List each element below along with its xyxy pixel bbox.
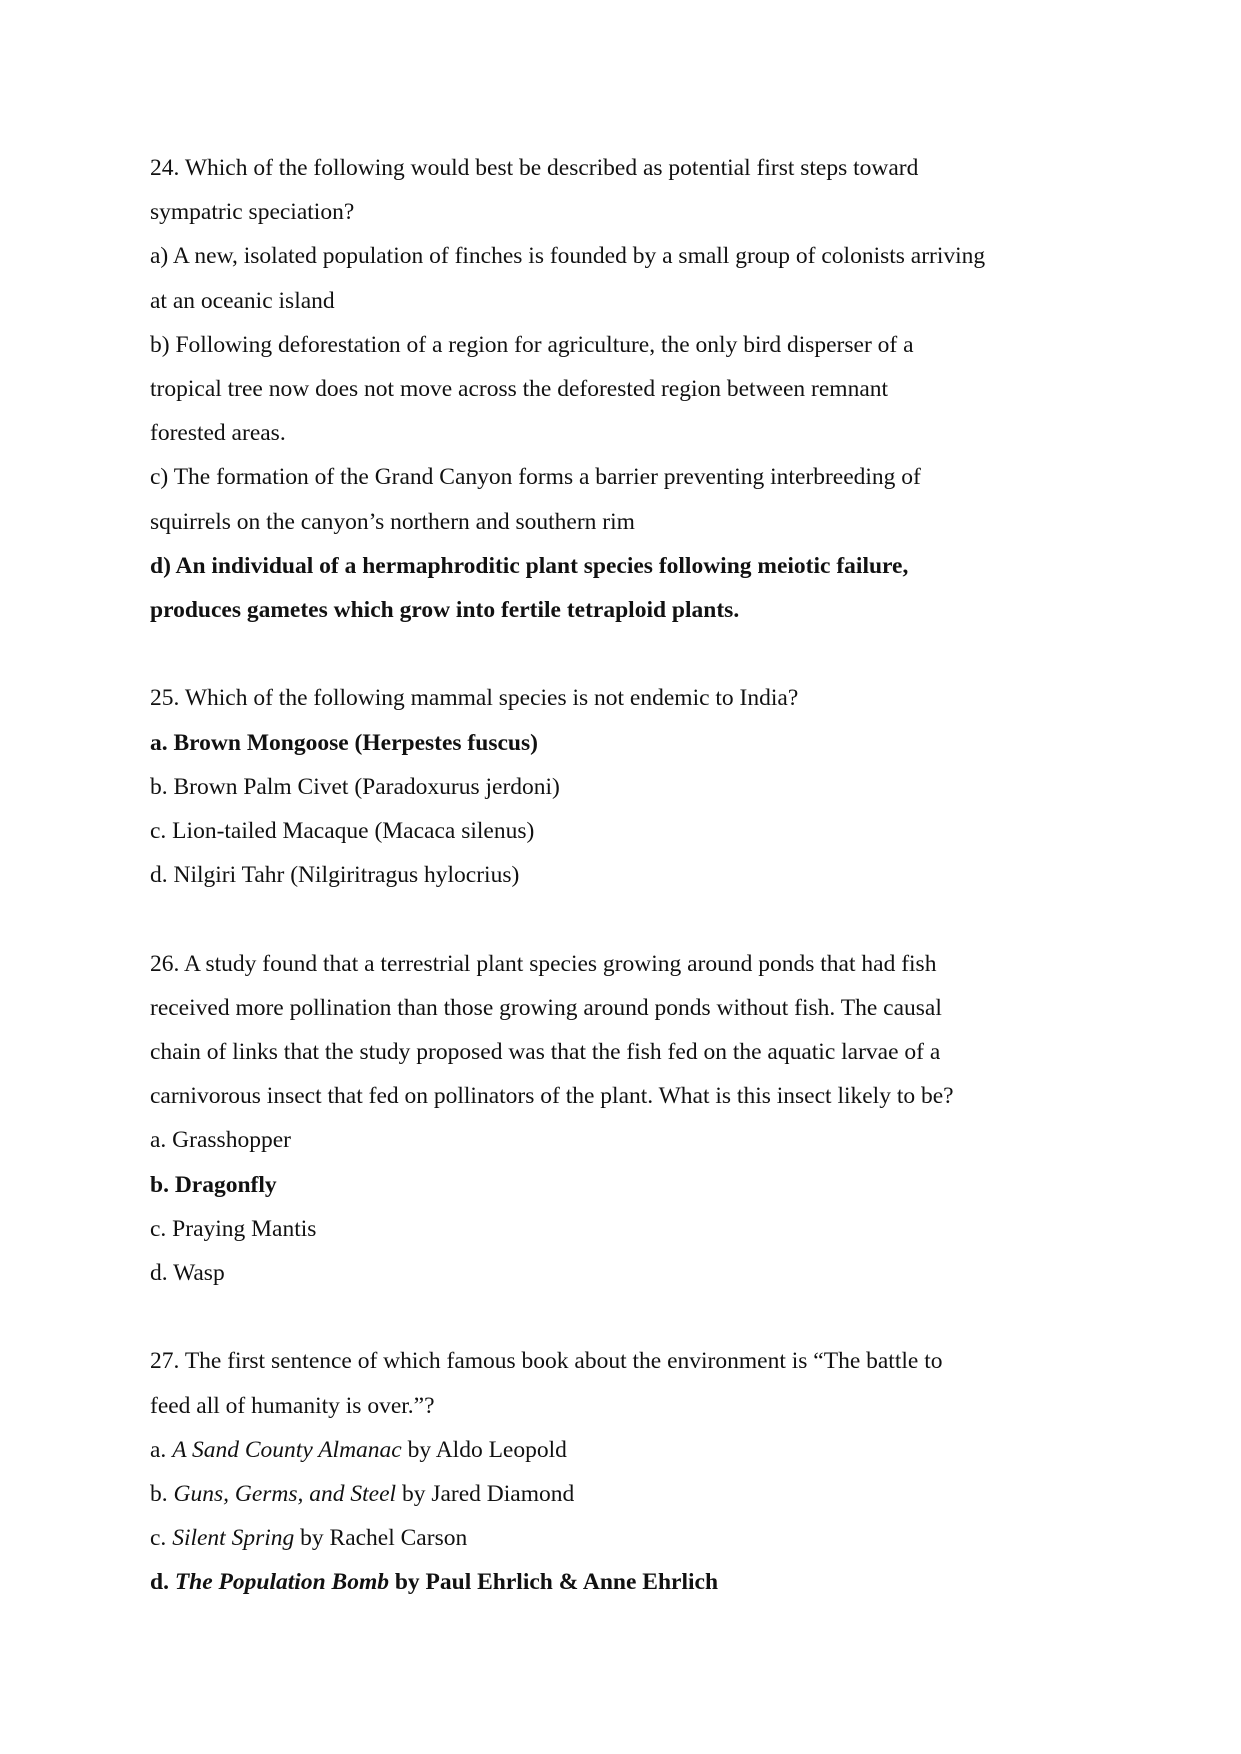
question-27 bbox=[150, 1339, 1120, 1604]
question-26-stem-line-3: chain of links that the study proposed was that the fish fed on the aquatic larvae of a bbox=[150, 1039, 941, 1066]
book-title: Silent Spring bbox=[172, 1525, 295, 1552]
book-author: by Aldo Leopold bbox=[401, 1436, 567, 1463]
book-author: by Rachel Carson bbox=[294, 1525, 468, 1552]
question-25-option-c: c. Lion-tailed Macaque (Macaca silenus) bbox=[150, 818, 535, 845]
question-25-stem: 25. Which of the following mammal species is not endemic to India? bbox=[150, 685, 799, 712]
question-24-option-b-line-3: forested areas. bbox=[150, 420, 286, 447]
question-26-option-a: a. Grasshopper bbox=[150, 1127, 291, 1154]
option-prefix: d. bbox=[150, 1569, 175, 1596]
question-27-option-a bbox=[150, 1428, 1120, 1472]
question-26-option-b-answer: b. Dragonfly bbox=[150, 1171, 277, 1198]
book-title: A Sand County Almanac bbox=[172, 1436, 402, 1463]
question-25-option-b: b. Brown Palm Civet (Paradoxurus jerdoni) bbox=[150, 773, 560, 800]
question-27-option-d-answer bbox=[150, 1560, 1120, 1604]
question-26 bbox=[150, 942, 1120, 1296]
question-25-option-a-answer: a. Brown Mongoose (Herpestes fuscus) bbox=[150, 729, 538, 756]
book-author: by Paul Ehrlich & Anne Ehrlich bbox=[388, 1569, 719, 1596]
question-24-option-b-line-2: tropical tree now does not move across the deforested region between remnant bbox=[150, 376, 889, 403]
question-24-option-a-line-1: a) A new, isolated population of finches is founded by a small group of colonists arriving bbox=[150, 243, 986, 270]
question-27-option-c bbox=[150, 1516, 1120, 1560]
option-prefix: a. bbox=[150, 1436, 173, 1463]
question-24-option-d-answer-line-2: produces gametes which grow into fertile tetraploid plants. bbox=[150, 597, 740, 624]
question-24-option-c-line-2: squirrels on the canyon’s northern and southern rim bbox=[150, 508, 635, 535]
question-26-stem-line-1: 26. A study found that a terrestrial plant species growing around ponds that had fish bbox=[150, 950, 937, 977]
question-27-option-b bbox=[150, 1472, 1120, 1516]
question-25 bbox=[150, 676, 1120, 897]
option-prefix: b. bbox=[150, 1481, 174, 1508]
question-27-stem-line-1: 27. The first sentence of which famous book about the environment is “The battle to bbox=[150, 1348, 943, 1375]
question-24-option-d-answer-line-1: d) An individual of a hermaphroditic plant species following meiotic failure, bbox=[150, 552, 909, 579]
option-prefix: c. bbox=[150, 1525, 173, 1552]
book-title: The Population Bomb bbox=[174, 1569, 389, 1596]
book-author: by Jared Diamond bbox=[396, 1481, 575, 1508]
book-title: Guns, Germs, and Steel bbox=[173, 1481, 397, 1508]
question-24-stem-line-2: sympatric speciation? bbox=[150, 199, 355, 226]
question-26-stem-line-2: received more pollination than those growing around ponds without fish. The causal bbox=[150, 994, 942, 1021]
question-27-stem-line-2: feed all of humanity is over.”? bbox=[150, 1392, 435, 1419]
question-25-option-d: d. Nilgiri Tahr (Nilgiritragus hylocrius) bbox=[150, 862, 520, 889]
question-26-stem-line-4: carnivorous insect that fed on pollinators of the plant. What is this insect likely to be? bbox=[150, 1083, 954, 1110]
paragraph-spacer bbox=[150, 897, 1120, 941]
paragraph-spacer bbox=[150, 632, 1120, 676]
question-24 bbox=[150, 146, 1120, 632]
question-24-stem-line-1: 24. Which of the following would best be described as potential first steps toward bbox=[150, 155, 919, 181]
question-24-option-a-line-2: at an oceanic island bbox=[150, 287, 335, 314]
question-24-option-c-line-1: c) The formation of the Grand Canyon forms a barrier preventing interbreeding of bbox=[150, 464, 921, 491]
paragraph-spacer bbox=[150, 1295, 1120, 1339]
document-page bbox=[150, 146, 1120, 1605]
question-26-option-c: c. Praying Mantis bbox=[150, 1215, 317, 1242]
question-24-option-b-line-1: b) Following deforestation of a region for agriculture, the only bird disperser of a bbox=[150, 331, 914, 358]
question-26-option-d: d. Wasp bbox=[150, 1260, 225, 1287]
